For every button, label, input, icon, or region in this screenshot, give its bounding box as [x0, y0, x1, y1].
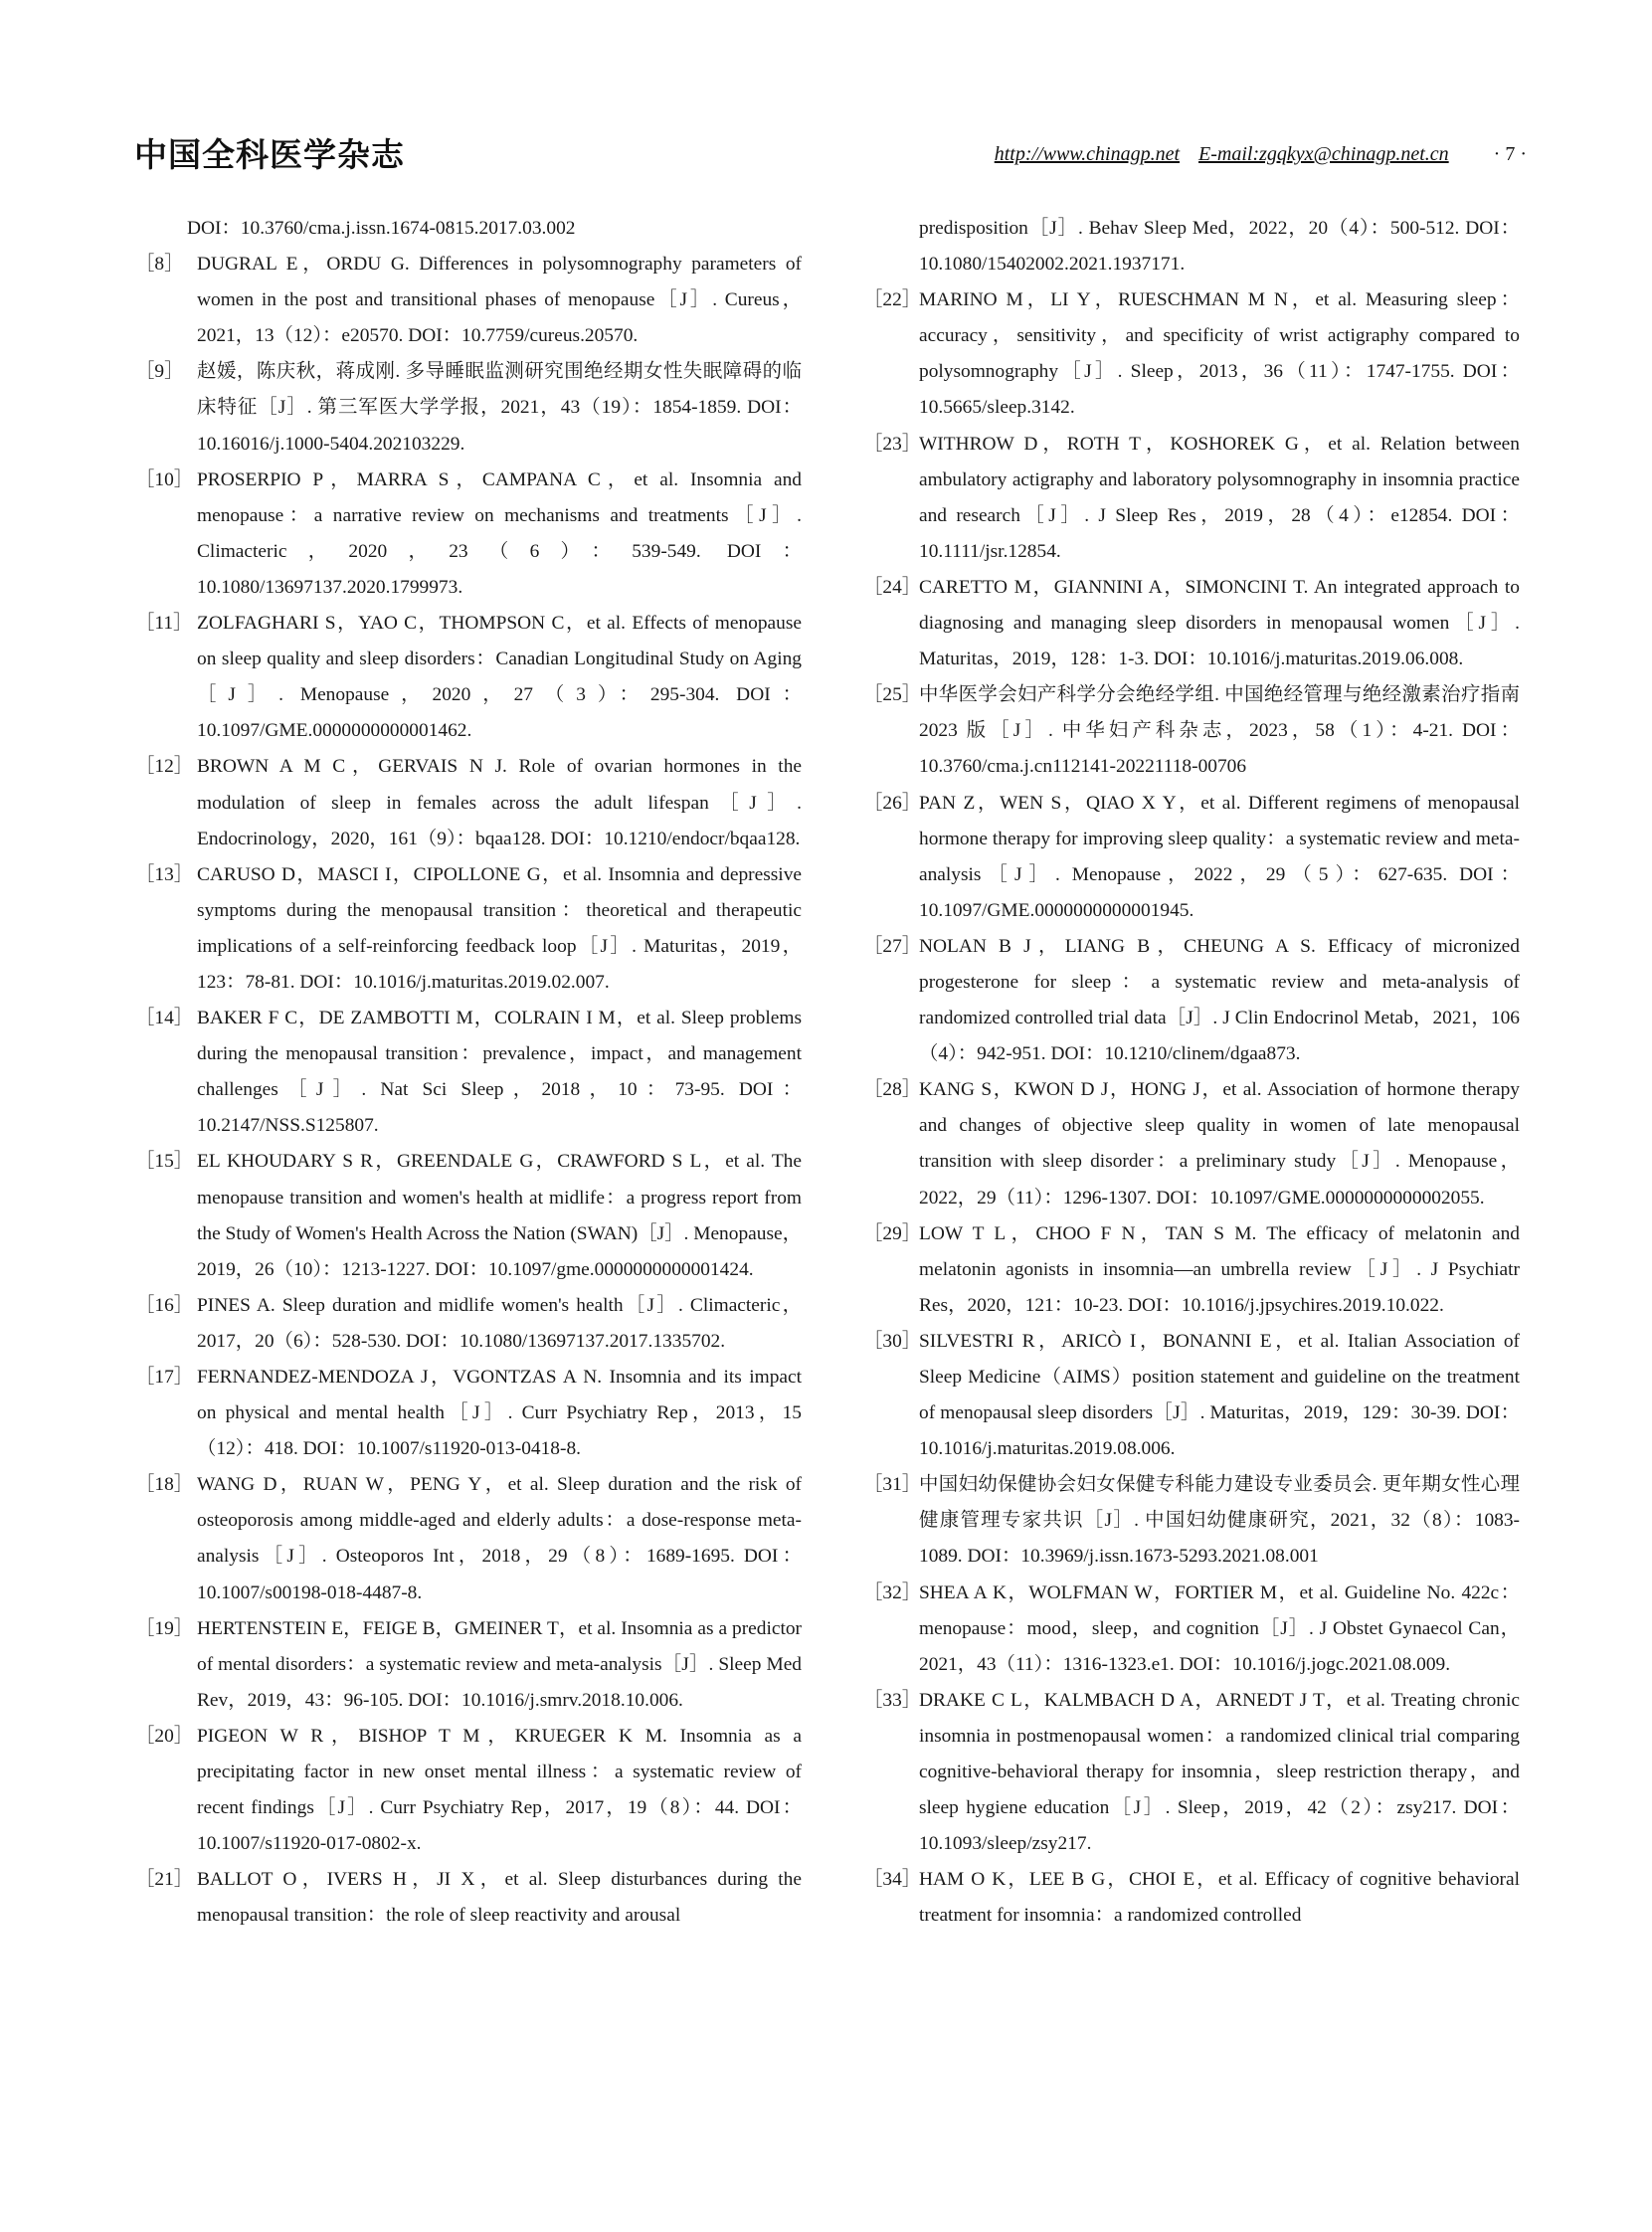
reference-text: SILVESTRI R，ARICÒ I，BONANNI E，et al. Italian Association of Sleep Medicine（AIMS）position statement and guideline on the treatment of menopausal sleep disorders［J］. Maturitas，2019，129：30-39. DOI：10.1016/j.maturitas.2019.08.006. [919, 1330, 1520, 1460]
reference-number: ［32］ [863, 1581, 922, 1603]
reference-text: CARUSO D，MASCI I，CIPOLLONE G，et al. Insomnia and depressive symptoms during the menopausal transition：theoretical and therapeutic implications of a self-reinforcing feedback loop［J］. Maturitas，2019，123：78-81. DOI：10.1016/j.maturitas.2019.02.007. [197, 863, 802, 993]
page-number: · 7 · [1493, 143, 1527, 165]
reference-text: ZOLFAGHARI S，YAO C，THOMPSON C，et al. Effects of menopause on sleep quality and sleep disorders：Canadian Longitudinal Study on Aging［J］. Menopause，2020，27（3）：295-304. DOI：10.1097/GME.0000000000001462. [197, 613, 802, 742]
reference-text: BALLOT O，IVERS H，JI X，et al. Sleep disturbances during the menopausal transition：the role of sleep reactivity and arousal [197, 1869, 802, 1927]
reference-item [135, 1144, 802, 1287]
reference-text: 中国妇幼保健协会妇女保健专科能力建设专业委员会. 更年期女性心理健康管理专家共识［J］. 中国妇幼健康研究，2021，32（8）：1083-1089. DOI：10.3969/j.issn.1673-5293.2021.08.001 [919, 1474, 1520, 1568]
reference-text: PIGEON W R，BISHOP T M，KRUEGER K M. Insomnia as a precipitating factor in new onset mental illness：a systematic review of recent findings［J］. Curr Psychiatry Rep，2017，19（8）：44. DOI：10.1007/s11920-017-0802-x. [197, 1725, 802, 1855]
reference-item [863, 786, 1520, 929]
reference-number: ［26］ [863, 792, 922, 814]
reference-text: DRAKE C L，KALMBACH D A，ARNEDT J T，et al. Treating chronic insomnia in postmenopausal women：a randomized clinical trial comparing cognitive-behavioral therapy for insomnia，sleep restriction therapy，and sleep hygiene education［J］. Sleep，2019，42（2）：zsy217. DOI：10.1093/sleep/zsy217. [919, 1689, 1520, 1855]
reference-number: ［17］ [135, 1367, 194, 1388]
reference-number: ［29］ [863, 1222, 922, 1244]
reference-text: MARINO M，LI Y，RUESCHMAN M N，et al. Measuring sleep：accuracy，sensitivity，and specificity of wrist actigraphy compared to polysomnography［J］. Sleep，2013，36（11）：1747-1755. DOI：10.5665/sleep.3142. [919, 289, 1520, 419]
reference-text: KANG S，KWON D J，HONG J，et al. Association of hormone therapy and changes of objective sleep quality in women of late menopausal transition with sleep disorder：a preliminary study［J］. Menopause，2022，29（11）：1296-1307. DOI：10.1097/GME.0000000000002055. [919, 1079, 1520, 1209]
reference-item [135, 247, 802, 354]
reference-number: ［9］ [135, 361, 184, 383]
reference-item [863, 1683, 1520, 1862]
reference-text: DUGRAL E，ORDU G. Differences in polysomnography parameters of women in the post and transitional phases of menopause［J］. Cureus，2021，13（12）：e20570. DOI：10.7759/cureus.20570. [197, 254, 802, 347]
reference-text: PROSERPIO P，MARRA S，CAMPANA C，et al. Insomnia and menopause：a narrative review on mechanisms and treatments［J］. Climacteric，2020，23（6）：539-549. DOI：10.1080/13697137.2020.1799973. [197, 468, 802, 598]
reference-number: ［24］ [863, 576, 922, 598]
reference-item [863, 1324, 1520, 1467]
reference-text: WANG D，RUAN W，PENG Y，et al. Sleep duration and the risk of osteoporosis among middle-aged and elderly adults：a dose-response meta-analysis［J］. Osteoporos Int，2018，29（8）：1689-1695. DOI：10.1007/s00198-018-4487-8. [197, 1474, 802, 1603]
reference-text: LOW T L，CHOO F N，TAN S M. The efficacy of melatonin and melatonin agonists in insomnia—an umbrella review［J］. J Psychiatr Res，2020，121：10-23. DOI：10.1016/j.jpsychires.2019.10.022. [919, 1222, 1520, 1316]
reference-number: ［28］ [863, 1079, 922, 1101]
reference-text: PAN Z，WEN S，QIAO X Y，et al. Different regimens of menopausal hormone therapy for improving sleep quality：a systematic review and meta-analysis［J］. Menopause，2022，29（5）：627-635. DOI：10.1097/GME.0000000000001945. [919, 792, 1520, 921]
reference-number: ［14］ [135, 1008, 194, 1029]
reference-text: HERTENSTEIN E，FEIGE B，GMEINER T，et al. Insomnia as a predictor of mental disorders：a systematic review and meta-analysis［J］. Sleep Med Rev，2019，43：96-105. DOI：10.1016/j.smrv.2018.10.006. [197, 1617, 802, 1711]
reference-number: ［8］ [135, 254, 184, 276]
reference-item [863, 677, 1520, 785]
reference-text: WITHROW D，ROTH T，KOSHOREK G，et al. Relation between ambulatory actigraphy and laboratory polysomnography in insomnia practice and research［J］. J Sleep Res，2019，28（4）：e12854. DOI：10.1111/jsr.12854. [919, 433, 1520, 562]
journal-title: 中国全科医学杂志 [134, 135, 405, 174]
reference-text: BROWN A M C，GERVAIS N J. Role of ovarian hormones in the modulation of sleep in females across the adult lifespan［J］. Endocrinology，2020，161（9）：bqaa128. DOI：10.1210/endocr/bqaa128. [197, 756, 802, 849]
journal-url-link[interactable]: http://www.chinagp.net [994, 143, 1181, 165]
reference-item [135, 1862, 802, 1934]
reference-text: PINES A. Sleep duration and midlife women's health［J］. Climacteric，2017，20（6）：528-530. DOI：10.1080/13697137.2017.1335702. [197, 1294, 802, 1352]
reference-item [135, 1719, 802, 1862]
reference-item [135, 211, 802, 247]
reference-item [135, 606, 802, 749]
reference-item [863, 427, 1520, 570]
references-right-column [863, 211, 1520, 1935]
references-left-column [135, 211, 802, 1935]
reference-number: ［34］ [863, 1869, 922, 1891]
reference-number: ［20］ [135, 1725, 194, 1747]
reference-item [135, 354, 802, 462]
reference-item [863, 1467, 1520, 1575]
reference-item [135, 1611, 802, 1719]
reference-text: SHEA A K，WOLFMAN W，FORTIER M，et al. Guideline No. 422c：menopause：mood，sleep，and cognition［J］. J Obstet Gynaecol Can，2021，43（11）：1316-1323.e1. DOI：10.1016/j.jogc.2021.08.009. [919, 1581, 1520, 1675]
reference-number: ［11］ [135, 613, 193, 635]
page-header [134, 125, 1527, 175]
reference-item [135, 1360, 802, 1467]
reference-number: ［19］ [135, 1617, 194, 1639]
reference-number: ［15］ [135, 1151, 194, 1173]
reference-number: ［27］ [863, 935, 922, 957]
reference-item [135, 749, 802, 856]
reference-text: DOI：10.3760/cma.j.issn.1674-0815.2017.03.002 [187, 218, 576, 239]
reference-number: ［25］ [863, 684, 922, 706]
reference-number: ［13］ [135, 863, 194, 885]
reference-item [863, 211, 1520, 282]
reference-number: ［30］ [863, 1330, 922, 1352]
reference-text: NOLAN B J，LIANG B，CHEUNG A S. Efficacy of micronized progesterone for sleep：a systematic review and meta-analysis of randomized controlled trial data［J］. J Clin Endocrinol Metab，2021，106（4）：942-951. DOI：10.1210/clinem/dgaa873. [919, 935, 1520, 1065]
reference-text: FERNANDEZ-MENDOZA J，VGONTZAS A N. Insomnia and its impact on physical and mental health［J］. Curr Psychiatry Rep，2013，15（12）：418. DOI：10.1007/s11920-013-0418-8. [197, 1367, 802, 1460]
reference-text: EL KHOUDARY S R，GREENDALE G，CRAWFORD S L，et al. The menopause transition and women's health at midlife：a progress report from the Study of Women's Health Across the Nation (SWAN)［J］. Menopause，2019，26（10）：1213-1227. DOI：10.1097/gme.0000000000001424. [197, 1151, 802, 1280]
reference-item [863, 570, 1520, 677]
reference-text: HAM O K，LEE B G，CHOI E，et al. Efficacy of cognitive behavioral treatment for insomnia：a randomized controlled [919, 1869, 1520, 1927]
reference-number: ［23］ [863, 433, 922, 455]
reference-number: ［16］ [135, 1294, 194, 1316]
reference-item [863, 282, 1520, 426]
header-contact [995, 143, 1527, 166]
reference-item [135, 1001, 802, 1144]
reference-item [863, 929, 1520, 1072]
reference-item [135, 857, 802, 1001]
journal-email-link[interactable]: E-mail:zgqkyx@chinagp.net.cn [1198, 143, 1449, 165]
reference-text: 中华医学会妇产科学分会绝经学组. 中国绝经管理与绝经激素治疗指南 2023 版［J］. 中华妇产科杂志，2023，58（1）：4-21. DOI：10.3760/cma.j.cn112141-20221118-00706 [919, 684, 1520, 778]
reference-item [863, 1216, 1520, 1324]
reference-number: ［31］ [863, 1474, 922, 1496]
reference-text: CARETTO M，GIANNINI A，SIMONCINI T. An integrated approach to diagnosing and managing sleep disorders in menopausal women［J］. Maturitas，2019，128：1-3. DOI：10.1016/j.maturitas.2019.06.008. [919, 576, 1520, 670]
reference-text: predisposition［J］. Behav Sleep Med，2022，20（4）：500-512. DOI：10.1080/15402002.2021.1937171. [919, 218, 1520, 276]
reference-item [863, 1576, 1520, 1683]
reference-item [863, 1862, 1520, 1934]
reference-number: ［12］ [135, 756, 194, 778]
reference-number: ［22］ [863, 289, 922, 311]
reference-item [863, 1072, 1520, 1215]
reference-item [135, 1467, 802, 1610]
reference-text: 赵媛，陈庆秋，蒋成刚. 多导睡眠监测研究围绝经期女性失眠障碍的临床特征［J］. 第三军医大学学报，2021，43（19）：1854-1859. DOI：10.16016/j.1000-5404.202103229. [197, 361, 802, 455]
reference-text: BAKER F C，DE ZAMBOTTI M，COLRAIN I M，et al. Sleep problems during the menopausal transition：prevalence，impact，and management challenges［J］. Nat Sci Sleep，2018，10：73-95. DOI：10.2147/NSS.S125807. [197, 1008, 802, 1137]
reference-item [135, 463, 802, 606]
reference-item [135, 1288, 802, 1360]
reference-number: ［10］ [135, 468, 194, 490]
reference-number: ［21］ [135, 1869, 194, 1891]
reference-number: ［18］ [135, 1474, 194, 1496]
reference-number: ［33］ [863, 1689, 922, 1711]
